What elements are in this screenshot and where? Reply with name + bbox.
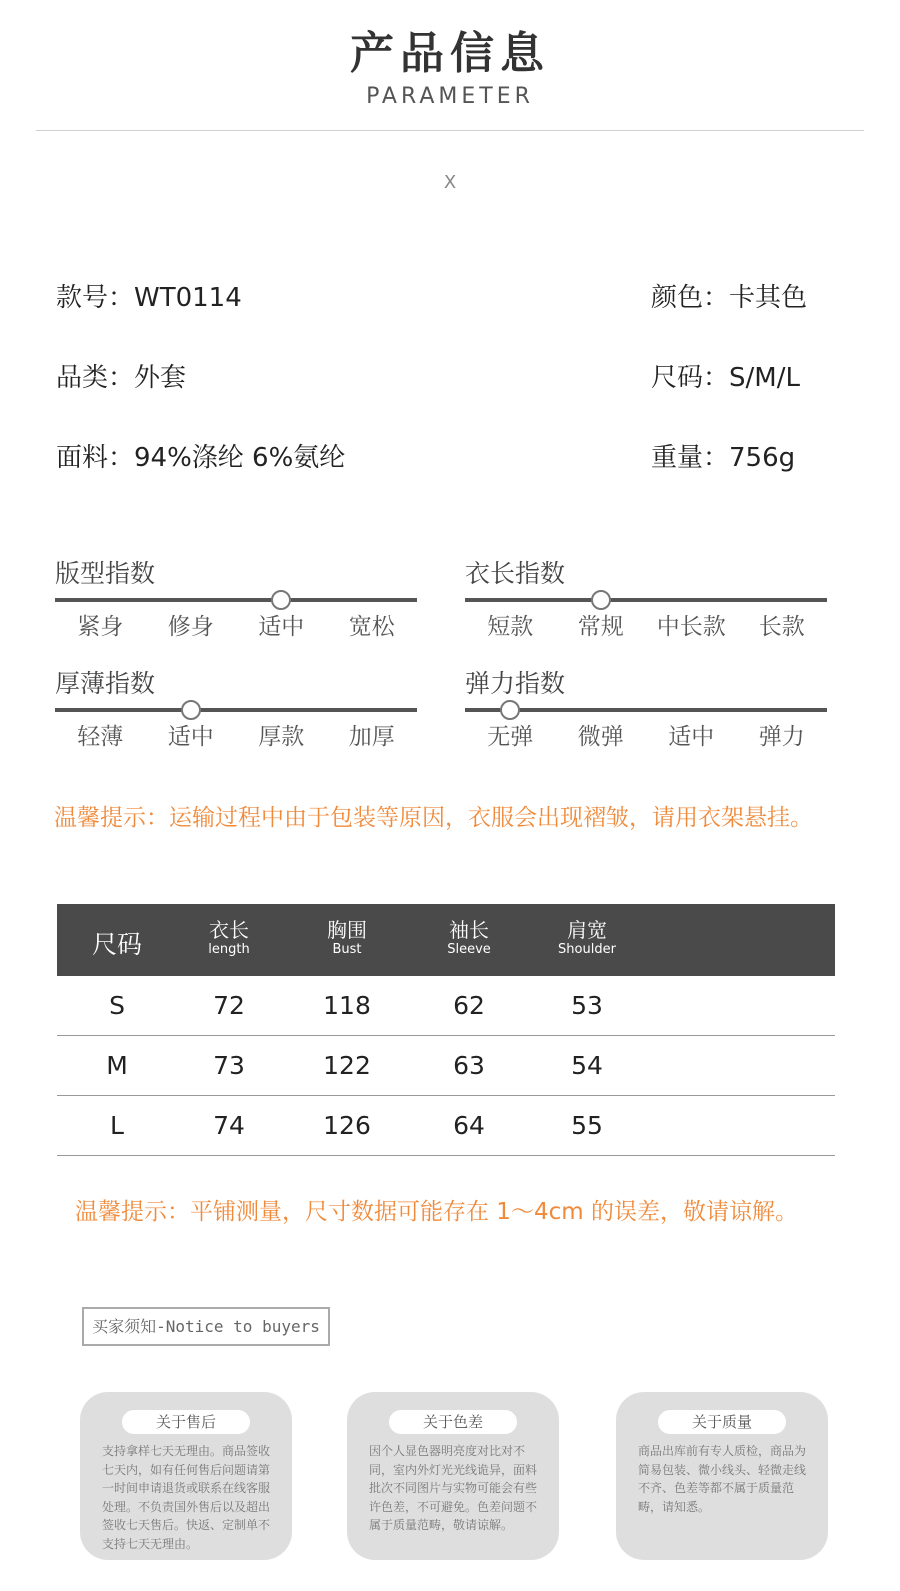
gauge-track: [55, 598, 417, 602]
gauge-knob: [591, 590, 611, 610]
card-title: 关于色差: [389, 1410, 517, 1434]
thickness-index-gauge: [55, 668, 417, 752]
gauge-label: 适中: [258, 614, 305, 640]
page-subtitle: PARAMETER: [366, 84, 534, 109]
table-cell: 54: [571, 1051, 603, 1080]
table-cell: 55: [571, 1111, 603, 1140]
table-row: [57, 1036, 835, 1096]
gauge-label: 微弹: [577, 724, 624, 750]
table-cell: L: [110, 1111, 124, 1140]
header-cell: [57, 930, 177, 960]
style-number: 款号：WT0114: [56, 283, 242, 313]
header-cell: [527, 918, 647, 958]
header-cn: 尺码: [91, 930, 142, 959]
table-cell: 74: [213, 1111, 245, 1140]
after-sales-card: [80, 1392, 292, 1560]
header-cell: [409, 918, 529, 958]
header-cell: [287, 918, 407, 958]
table-row: [57, 1096, 835, 1156]
header-cell: [169, 918, 289, 958]
gauge-track: [465, 708, 827, 712]
header-cn: 胸围: [327, 918, 367, 942]
page-header: [0, 28, 900, 112]
color-difference-card: [347, 1392, 559, 1560]
table-cell: 73: [213, 1051, 245, 1080]
table-cell: 64: [453, 1111, 485, 1140]
gauge-track: [465, 598, 827, 602]
quality-card: [616, 1392, 828, 1560]
table-cell: 53: [571, 991, 603, 1020]
product-sizes: 尺码：S/M/L: [651, 363, 800, 393]
gauge-title: 弹力指数: [465, 669, 566, 698]
gauge-label: 紧身: [77, 614, 124, 640]
gauge-label: 修身: [167, 614, 214, 640]
card-text: 商品出库前有专人质检，商品为简易包装、微小线头、轻微走线不齐、色差等都不属于质量范畴，请知悉。: [638, 1444, 807, 1514]
table-header: [57, 904, 835, 976]
product-color: 颜色：卡其色: [651, 283, 808, 313]
wrinkle-tip: 温馨提示：运输过程中由于包装等原因，衣服会出现褶皱，请用衣架悬挂。: [54, 805, 813, 831]
image-placeholder-mark: X: [443, 172, 457, 193]
table-cell: 122: [323, 1051, 371, 1080]
header-cn: 衣长: [209, 918, 249, 942]
table-cell: 63: [453, 1051, 485, 1080]
header-cn: 肩宽: [567, 918, 607, 942]
header-en: Sleeve: [447, 942, 491, 957]
gauge-knob: [181, 700, 201, 720]
table-cell: S: [109, 991, 125, 1020]
gauge-label: 长款: [758, 614, 805, 640]
gauge-label: 适中: [668, 724, 715, 750]
elasticity-index-gauge: [465, 668, 827, 752]
product-category: 品类：外套: [56, 363, 187, 393]
gauge-label: 厚款: [258, 724, 305, 750]
header-en: Bust: [332, 942, 362, 957]
product-weight: 重量：756g: [651, 443, 796, 473]
card-text: 因个人显色器明亮度对比对不同，室内外灯光光线诡异，面料批次不同图片与实物可能会有些许色差，不可避免。色差问题不属于质量范畴，敬请谅解。: [369, 1444, 538, 1532]
measurement-tip: 温馨提示：平铺测量，尺寸数据可能存在 1～4cm 的误差，敬请谅解。: [75, 1199, 798, 1225]
gauge-label: 轻薄: [77, 724, 124, 750]
header-cn: 袖长: [449, 918, 489, 942]
gauge-title: 厚薄指数: [55, 669, 156, 698]
card-text: 支持拿样七天无理由。商品签收七天内，如有任何售后问题请第一时间申请退货或联系在线客服处理。不负责国外售后以及超出签收七天售后。快返、定制单不支持七天无理由。: [102, 1444, 271, 1551]
card-title: 关于质量: [658, 1410, 786, 1434]
card-title: 关于售后: [122, 1410, 250, 1434]
header-divider: [36, 130, 864, 131]
product-fabric: 面料：94%涤纶 6%氨纶: [56, 443, 346, 473]
header-en: length: [208, 942, 250, 957]
gauge-label: 加厚: [348, 724, 395, 750]
gauge-label: 弹力: [758, 724, 805, 750]
page-title: 产品信息: [350, 28, 550, 79]
table-cell: 118: [323, 991, 371, 1020]
table-cell: 62: [453, 991, 485, 1020]
gauge-knob: [500, 700, 520, 720]
gauge-label: 无弹: [487, 724, 534, 750]
gauge-title: 衣长指数: [465, 559, 566, 588]
fit-index-gauge: [55, 558, 417, 642]
notice-to-buyers-label: 买家须知-Notice to buyers: [82, 1307, 330, 1346]
table-cell: M: [106, 1051, 128, 1080]
table-row: [57, 976, 835, 1036]
gauge-title: 版型指数: [55, 559, 156, 588]
table-cell: 72: [213, 991, 245, 1020]
gauge-label: 短款: [487, 614, 534, 640]
gauge-label: 宽松: [348, 614, 395, 640]
gauge-track: [55, 708, 417, 712]
table-cell: 126: [323, 1111, 371, 1140]
gauge-label: 适中: [167, 724, 214, 750]
gauge-label: 中长款: [656, 614, 726, 640]
size-table: [57, 904, 835, 1156]
length-index-gauge: [465, 558, 827, 642]
gauge-label: 常规: [577, 614, 624, 640]
header-en: Shoulder: [558, 942, 616, 957]
gauge-knob: [271, 590, 291, 610]
